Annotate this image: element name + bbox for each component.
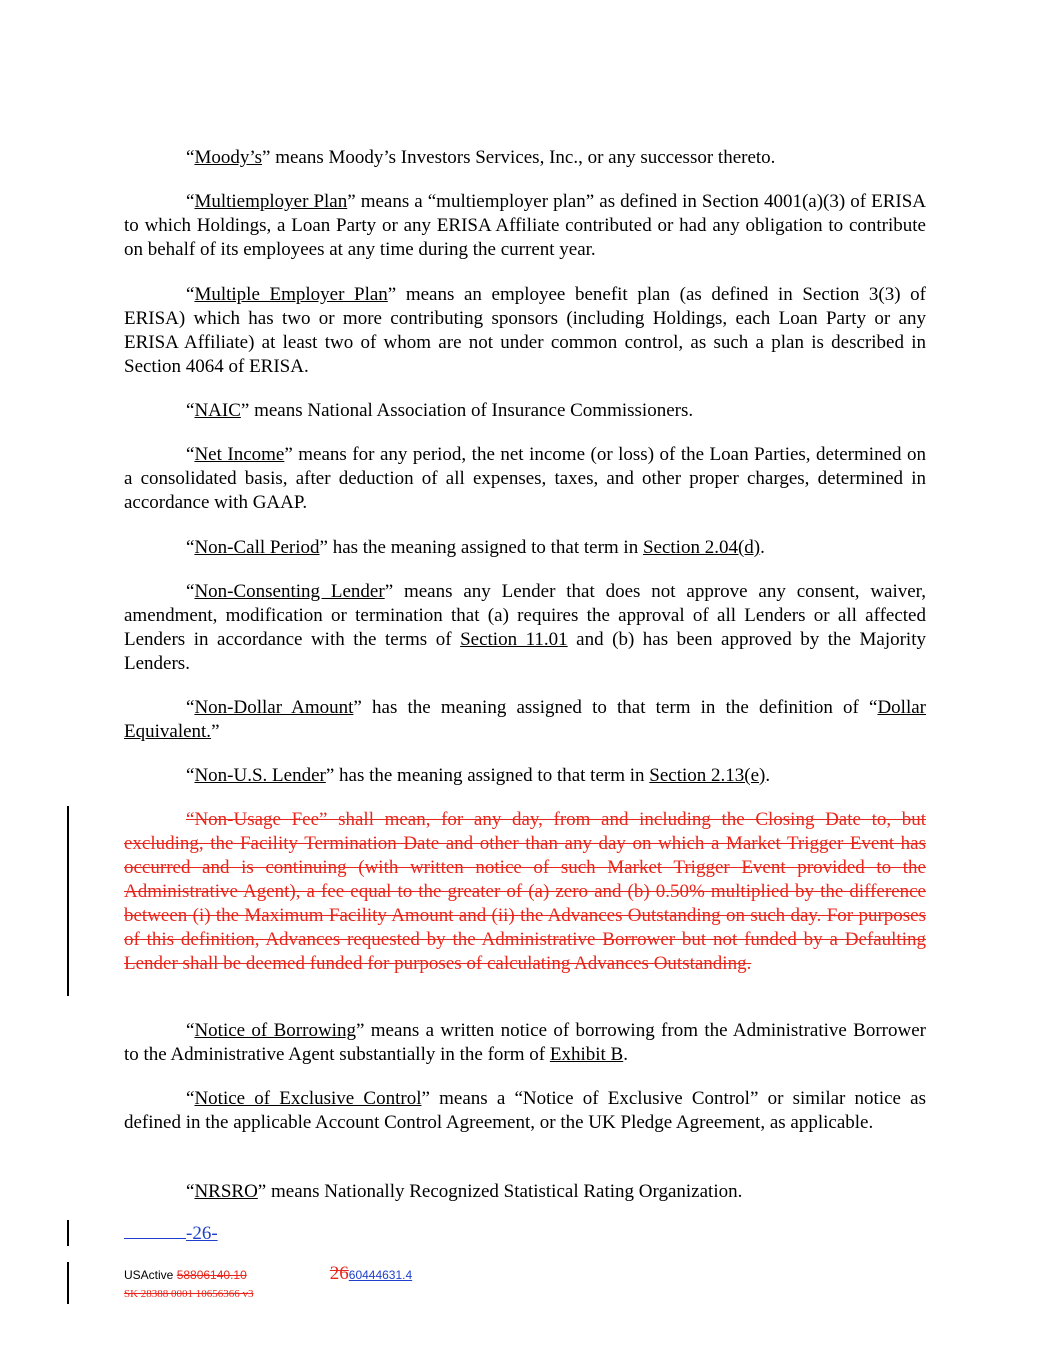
deleted-page-number: 26 — [329, 1263, 349, 1284]
definition-text: means for any period, the net income (or loss) of the Loan Parties, determined on a consolidated basis, after deduction of all expenses, taxes, and other proper charges, determined in accordance with GAAP. — [124, 444, 926, 513]
defined-term: NRSRO — [194, 1181, 258, 1202]
definition-tail: . — [760, 537, 765, 558]
defined-term: Net Income — [194, 444, 285, 465]
deleted-definition-non-usage-fee: “Non-Usage Fee” shall mean, for any day, from and including the Closing Date to, but excluding, the Facility Termination Date and other than any day on which a Market Trigger Event has occurred and is continuing (with written notice of such Market Trigger Event provided to the Administrative Agent), a fee equal to the greater of (a) zero and (b) 0.50% multiplied by the difference between (i) the Maximum Facility Amount and (ii) the Advances Outstanding on such day. For purposes of this definition, Advances requested by the Administrative Borrower but not funded by a Defaulting Lender shall be deemed funded for purposes of calculating Advances Outstanding. — [124, 809, 926, 974]
definition-text: shall mean, for any day, from and including the Closing Date to, but excluding, the Facility Termination Date and other than any day on which a Market Trigger Event has occurred and is continuing (with written notice of such Market Trigger Event provided to the Administrative Agent), a fee equal to the greater of (a) zero and (b) 0.50% multiplied by the difference between (i) the Maximum Facility Amount and (ii) the Advances Outstanding on such day. For purposes of this definition, Advances requested by the Administrative Borrower but not funded by a Defaulting Lender shall be deemed funded for purposes of calculating Advances Outstanding. — [124, 809, 926, 974]
definition-notice-of-exclusive-control: “Notice of Exclusive Control” means a “Notice of Exclusive Control” or similar notice as defined in the applicable Account Control Agreement, or the UK Pledge Agreement, as applicable. — [124, 1088, 926, 1133]
defined-term: Multiemployer Plan — [194, 191, 348, 212]
definition-moodys: “Moody’s” means Moody’s Investors Services, Inc., or any successor thereto. — [186, 147, 776, 168]
definition-text: means Moody’s Investors Services, Inc., or any successor thereto. — [270, 147, 776, 168]
definition-text: means National Association of Insurance Commissioners. — [249, 400, 694, 421]
deleted-sk-id: SK 28388 0001 10656366 v3 — [124, 1288, 254, 1300]
definition-tail: . — [623, 1044, 628, 1065]
defined-term: Notice of Exclusive Control — [194, 1088, 422, 1109]
definition-text: means a “Notice of Exclusive Control” or similar notice as defined in the applicable Account Control Agreement, or the UK Pledge Agreement, as applicable. — [124, 1088, 926, 1133]
defined-term: Notice of Borrowing — [194, 1020, 356, 1041]
definition-non-dollar-amount: “Non-Dollar Amount” has the meaning assigned to that term in the definition of “Dollar Equivalent.” — [124, 697, 926, 742]
definition-tail: and (b) has been approved by the Majority Lenders. — [124, 629, 926, 674]
definition-naic: “NAIC” means National Association of Insurance Commissioners. — [186, 400, 694, 421]
exhibit-reference-link[interactable]: Exhibit B — [549, 1044, 624, 1065]
defined-term: Non-U.S. Lender — [194, 765, 326, 786]
section-reference-link[interactable]: Section 2.13(e) — [649, 765, 766, 786]
deleted-doc-id: 58806140.10 — [176, 1268, 247, 1282]
definition-text: means a written notice of borrowing from the Administrative Borrower to the Administrative Agent substantially in the form of — [124, 1020, 926, 1065]
definition-text: has the meaning assigned to that term in the definition of “ — [361, 697, 878, 718]
inserted-leader-line — [124, 1237, 186, 1239]
defined-term: NAIC — [194, 400, 241, 421]
definition-notice-of-borrowing: “Notice of Borrowing” means a written notice of borrowing from the Administrative Borrower to the Administrative Agent substantially in the form of Exhibit B. — [124, 1020, 926, 1065]
definition-nrsro: “NRSRO” means Nationally Recognized Statistical Rating Organization. — [186, 1181, 743, 1202]
definition-non-call-period: “Non-Call Period” has the meaning assigned to that term in Section 2.04(d). — [186, 537, 765, 558]
definition-text: has the meaning assigned to that term in — [334, 765, 650, 786]
defined-term: Multiple Employer Plan — [194, 284, 388, 305]
definition-text: means an employee benefit plan (as defined in Section 3(3) of ERISA) which has two or more contributing sponsors (including Holdings, each Loan Party or any ERISA Affiliate) at least two of whom are not under common control, as such a plan is described in Section 4064 of ERISA. — [124, 284, 927, 377]
change-bar — [67, 1262, 69, 1304]
footer-doc-id — [124, 1263, 413, 1284]
definition-multiple-employer-plan: “Multiple Employer Plan” means an employee benefit plan (as defined in Section 3(3) of ERISA) which has two or more contributing sponsors (including Holdings, each Loan Party or any ERISA Affiliate) at least two of whom are not under common control, as such a plan is described in Section 4064 of ERISA. — [124, 284, 927, 377]
change-bar — [67, 806, 69, 996]
definition-tail: . — [765, 765, 771, 786]
defined-term: Non-Consenting Lender — [194, 581, 385, 602]
definition-text: has the meaning assigned to that term in — [327, 537, 643, 558]
page-number-text: -26- — [186, 1223, 218, 1244]
defined-term: Moody’s — [194, 147, 263, 168]
footer-label: USActive — [124, 1268, 177, 1282]
section-reference-link[interactable]: Section 11.01 — [460, 629, 568, 650]
definition-tail: ” — [211, 721, 220, 742]
definition-text: means any Lender that does not approve any consent, waiver, amendment, modification or termination that (a) requires the approval of all Lenders or all affected Lenders in accordance with the terms of — [124, 581, 927, 650]
inserted-doc-id: 60444631.4 — [348, 1268, 413, 1282]
page-number — [124, 1222, 218, 1246]
defined-term: Non-Call Period — [194, 537, 320, 558]
definition-non-us-lender: “Non-U.S. Lender” has the meaning assigned to that term in Section 2.13(e). — [186, 765, 771, 786]
definition-multiemployer-plan: “Multiemployer Plan” means a “multiemployer plan” as defined in Section 4001(a)(3) of ERISA to which Holdings, a Loan Party or any ERISA Affiliate contributed or had any obligation to contribute on behalf of its employees at any time during the current year. — [124, 191, 926, 260]
change-bar — [67, 1220, 69, 1246]
definition-text: means Nationally Recognized Statistical Rating Organization. — [266, 1181, 743, 1202]
definition-text: means a “multiemployer plan” as defined in Section 4001(a)(3) of ERISA to which Holdings, a Loan Party or any ERISA Affiliate contributed or had any obligation to contribute on behalf of its employees at any time during the current year. — [124, 191, 926, 260]
definition-net-income: “Net Income” means for any period, the net income (or loss) of the Loan Parties, determined on a consolidated basis, after deduction of all expenses, taxes, and other proper charges, determined in accordance with GAAP. — [124, 444, 926, 513]
term-reference-link[interactable]: Dollar Equivalent. — [124, 697, 926, 742]
defined-term: Non-Usage Fee — [194, 809, 320, 830]
defined-term: Non-Dollar Amount — [194, 697, 354, 718]
definition-non-consenting-lender: “Non-Consenting Lender” means any Lender that does not approve any consent, waiver, amendment, modification or termination that (a) requires the approval of all Lenders or all affected Lenders in accordance with the terms of Section 11.01 and (b) has been approved by the Majority Lenders. — [124, 581, 927, 674]
section-reference-link[interactable]: Section 2.04(d) — [642, 537, 761, 558]
